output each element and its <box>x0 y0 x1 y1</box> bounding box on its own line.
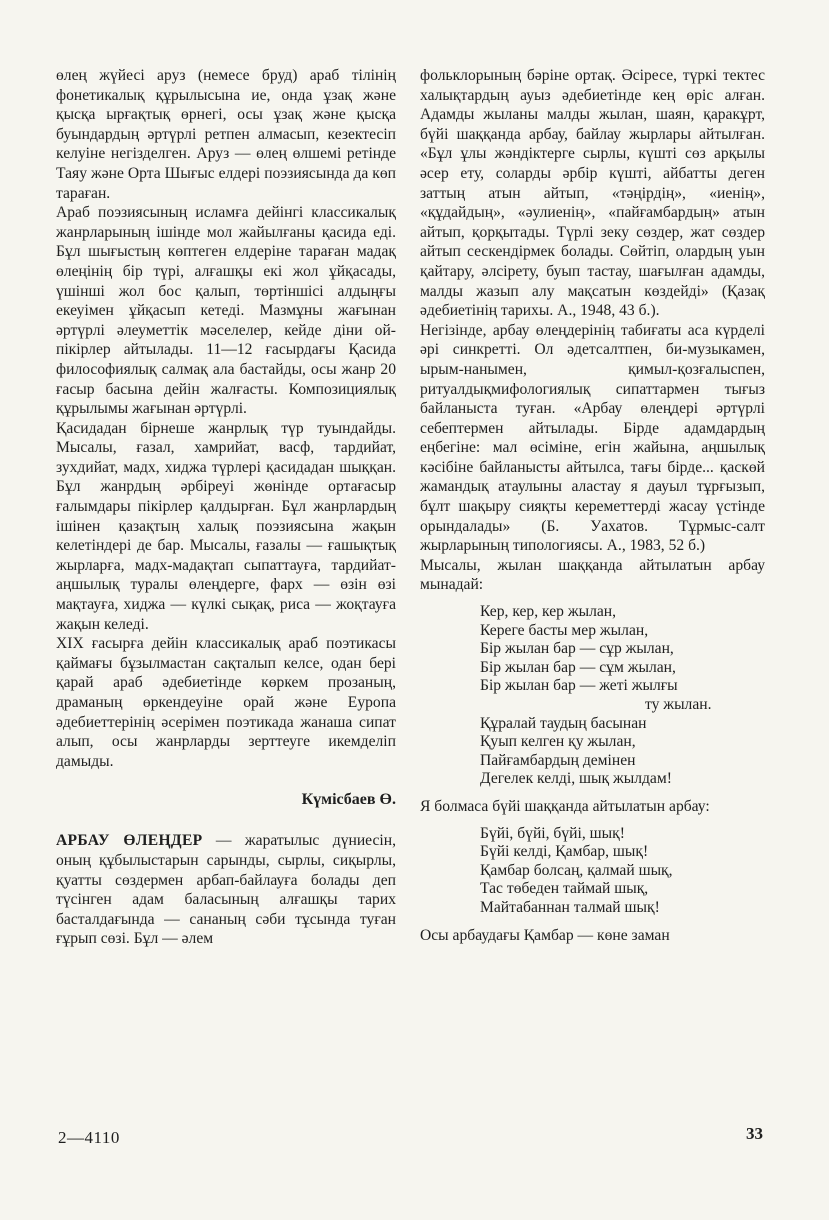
poem-line: Қамбар болсаң, қалмай шық, <box>480 861 673 879</box>
encyclopedia-entry <box>56 831 396 949</box>
entry-headword: АРБАУ ӨЛЕҢДЕР <box>56 832 203 850</box>
paragraph: Қасидадан бірнеше жанрлық түр туындайды. Мысалы, ғазал, хамрийат, васф, тардийат, зухдийат, мадх, хиджа түрлері қасидадан шыққан. Бұл жанрдың әрбіреуі жөнінде ортағасыр ғалымдары пікірлер қалдырған. Бұл жанрлардың ішінен қазақтың халық поэзиясына жақын келетіндері де бар. Мысалы, ғазалы — ғашықтық жырларға, мадх-мадақтап сыпаттауға, тардийат-аңшылық туралы өлеңдерге, фарх — өзін өзі мақтауға, хиджа — күлкі сықақ, риса — жоқтауға жақын келеді. <box>56 419 396 633</box>
poem-line: Бір жылан бар — сұм жылан, <box>480 658 676 676</box>
snake-charm-poem <box>480 603 765 789</box>
poem-line: Пайғамбардың демінен <box>480 751 636 769</box>
paragraph: Араб поэзиясының исламға дейінгі классикалық жанрларының ішінде мол жайылғаны қасида еді. Бұл шығыстың көптеген елдеріне тараған мадақ өлеңінің бір түрі, алғашқы екі жол ұйқасады, үшінші жол бос қалып, төртіншісі алдыңғы екеуімен ұйқасып кетеді. Мазмұны жағынан әртүрлі әлеуметтік мәселелер, кейде діни ой-пікірлер айтылады. 11—12 ғасырдағы Қасида философиялық салмақ ала бастайды, осы жанр 20 ғасыр басына дейін жалғасты. Композициялық құрылымы жағынан әртүрлі. <box>56 204 396 418</box>
printer-signature: 2—4110 <box>58 1128 120 1147</box>
paragraph: Я болмаса бүйі шаққанда айтылатын арбау: <box>420 797 710 815</box>
poem-line: Бір жылан бар — сұр жылан, <box>480 640 674 658</box>
poem-line: Бір жылан бар — жеті жылғы <box>480 677 678 695</box>
poem-line: Дегелек келді, шық жылдам! <box>480 770 672 788</box>
paragraph: фольклорының бәріне ортақ. Әсіресе, түркі тектес халықтардың ауыз әдебиетінде кең өріс алған. Адамды жыланы малды жылан, шаян, қаракұрт, бүйі шаққанда арбау, байлау жырлары айтылған. «Бұл ұлы жәндіктерге сырлы, күшті сөз арқылы әсер ету, соларды әрбір күшті, айбатты деген заттың атын айтып, «тәңірдің», «иенің», «құдайдың», «әулиенің», «пайғамбардың» атын айтып, қорқытады. Түрлі зеку сөздер, жат сөздер айтып сескендірмек болады. Сөйтіп, олардың уын қайтару, әлсірету, буып тастау, шағылған адамды, малды жазып алу мақсатын көздейді» (Қазақ әдебиетінің тарихы. А., 1948, 43 б.). <box>420 67 765 320</box>
poem-line: Бүйі, бүйі, бүйі, шық! <box>480 824 625 842</box>
paragraph: Осы арбаудағы Қамбар — көне заман <box>420 926 670 944</box>
scorpion-charm-poem <box>480 825 765 918</box>
poem-line: Бүйі келді, Қамбар, шық! <box>480 843 649 861</box>
entry-text: — жаратылыс дүниесін, оның құбылыстарын сарынды, сырлы, сиқырлы, қуатты сөздермен арбап-байлауға болады деп түсінген адам баласының алғашқы тарих басталдағында — сананың сәби тұсында туған ғұрып сөзі. Бұл — әлем <box>56 832 396 948</box>
left-column <box>56 66 396 949</box>
right-column <box>420 66 765 945</box>
poem-line: Кер, кер, кер жылан, <box>480 603 617 621</box>
paragraph: Негізінде, арбау өлеңдерінің табиғаты аса күрделі әрі синкретті. Ол әдетсалтпен, би-музыкамен, ырым-нанымен, қимыл-қозғалыспен, ритуалдықмифологиялық сипаттармен тығыз байланыста туған. «Арбау өлеңдері әртүрлі себептермен айтылады. Бірде адамдардың еңбегіне: мал өсіміне, егін жайына, аңшылық кәсібіне байланысты айтылса, тағы бірде... қаскөй жамандық атаулыны аластау я дауыл тұрғызып, бұлт шақыру сияқты кереметтерді жасау үстінде орындалады» (Б. Уахатов. Тұрмыс-салт жырларының типологиясы. А., 1983, 52 б.) <box>420 321 765 555</box>
paragraph: өлең жүйесі аруз (немесе бруд) араб тілінің фонетикалық құрылысына ие, онда ұзақ және қысқа ырғақтық өрнегі, осы ұзақ және қысқа буындардың әртүрлі ретпен алмасып, кезектесіп келуіне негізделген. Аруз — өлең өлшемі ретінде Таяу және Орта Шығыс елдері поэзиясында да көп тараған. <box>56 67 396 202</box>
poem-line: Қуып келген қу жылан, <box>480 733 636 751</box>
poem-line: ту жылан. <box>645 696 712 713</box>
poem-line: Кереге басты мер жылан, <box>480 621 649 639</box>
author-signature: Күмісбаев Ө. <box>301 791 396 809</box>
paragraph: Мысалы, жылан шаққанда айтылатын арбау мынадай: <box>420 556 765 594</box>
poem-line: Құралай таудың басынан <box>480 714 647 732</box>
poem-line: Майтабаннан талмай шық! <box>480 898 660 916</box>
poem-line: Тас төбеден таймай шық, <box>480 880 649 898</box>
paragraph: XIX ғасырға дейін классикалық араб поэтикасы қаймағы бұзылмастан сақталып келсе, одан бері қарай араб әдебиетінде көркем прозаның, драманың өркендеуіне орай және Еуропа әдебиеттерінің әсерімен поэтикада жанаша сипат алып, осы жанрларды зерттеуге икемделіп дамыды. <box>56 635 396 770</box>
page-number: 33 <box>746 1124 763 1143</box>
